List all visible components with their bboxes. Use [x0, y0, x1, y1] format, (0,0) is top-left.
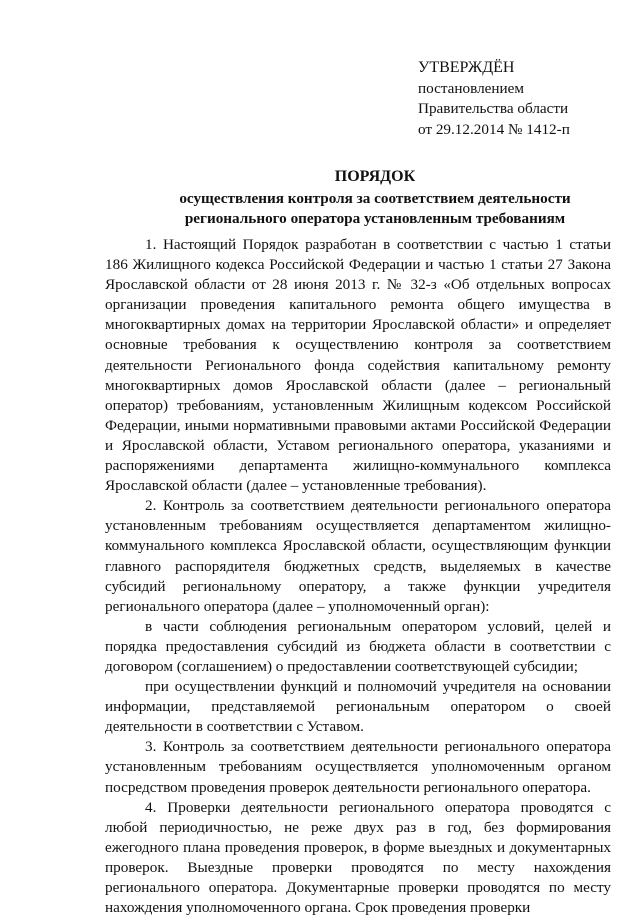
paragraph: 4. Проверки деятельности регионального оператора проводятся с любой периодичностью, не реже двух раз в год, без формирования ежегодного плана проведения проверок, в форме выездных и документарных проверок. Выездные проверки проводятся по месту нахождения регионального оператора. Документарные проверки проводятся по месту нахождения уполномоченного органа. Срок проведения проверки — [105, 798, 611, 917]
document-body — [105, 235, 611, 918]
approval-stamp-date: от 29.12.2014 № 1412-п — [418, 120, 570, 138]
approval-stamp-line: постановлением — [418, 79, 525, 97]
approval-stamp-line: Правительства области — [418, 100, 569, 117]
document-title — [105, 167, 640, 230]
paragraph: 3. Контроль за соответствием деятельности регионального оператора установленным требованиям осуществляется уполномоченным органом посредством проведения проверок деятельности регионального оператора. — [105, 738, 611, 796]
approval-stamp-title: УТВЕРЖДЁН — [418, 59, 515, 76]
paragraph: 1. Настоящий Порядок разработан в соответствии с частью 1 статьи 186 Жилищного кодекса Российской Федерации и частью 1 статьи 27 Закона Ярославской области от 28 июня 2013 г. № 32-з «Об отдельных вопросах организации проведения капитального ремонта общего имущества в многоквартирных домах на территории Ярославской области» и определяет основные требования к осуществлению контроля за соответствием деятельности Регионального фонда содействия капитальному ремонту многоквартирных домов Ярославской области (далее – региональный оператор) требованиям, установленным Жилищным кодексом Российской Федерации, иными нормативными правовыми актами Российской Федерации и Ярославской области, Уставом регионального оператора, указаниями и распоряжениями департамента жилищно-коммунального комплекса Ярославской области (далее – установленные требования). — [105, 236, 611, 495]
paragraph: при осуществлении функций и полномочий учредителя на основании информации, представляемой региональным оператором о своей деятельности в соответствии с Уставом. — [105, 678, 611, 736]
document-title-subtitle: регионального оператора установленным требованиям — [184, 210, 566, 227]
paragraph: 2. Контроль за соответствием деятельности регионального оператора установленным требованиям осуществляется департаментом жилищно-коммунального комплекса Ярославской области, осуществляющим функции главного распорядителя бюджетных средств, выделяемых в качестве субсидий региональному оператору, а также функции учредителя регионального оператора (далее – уполномоченный орган): — [105, 497, 611, 615]
document-title-subtitle: осуществления контроля за соответствием деятельности — [179, 189, 571, 207]
paragraph: в части соблюдения региональным оператором условий, целей и порядка предоставления субсидий из бюджета области в соответствии с договором (соглашением) о предоставлении соответствующей субсидии; — [105, 617, 611, 675]
approval-stamp — [418, 58, 570, 140]
document-title-main: ПОРЯДОК — [334, 168, 416, 185]
